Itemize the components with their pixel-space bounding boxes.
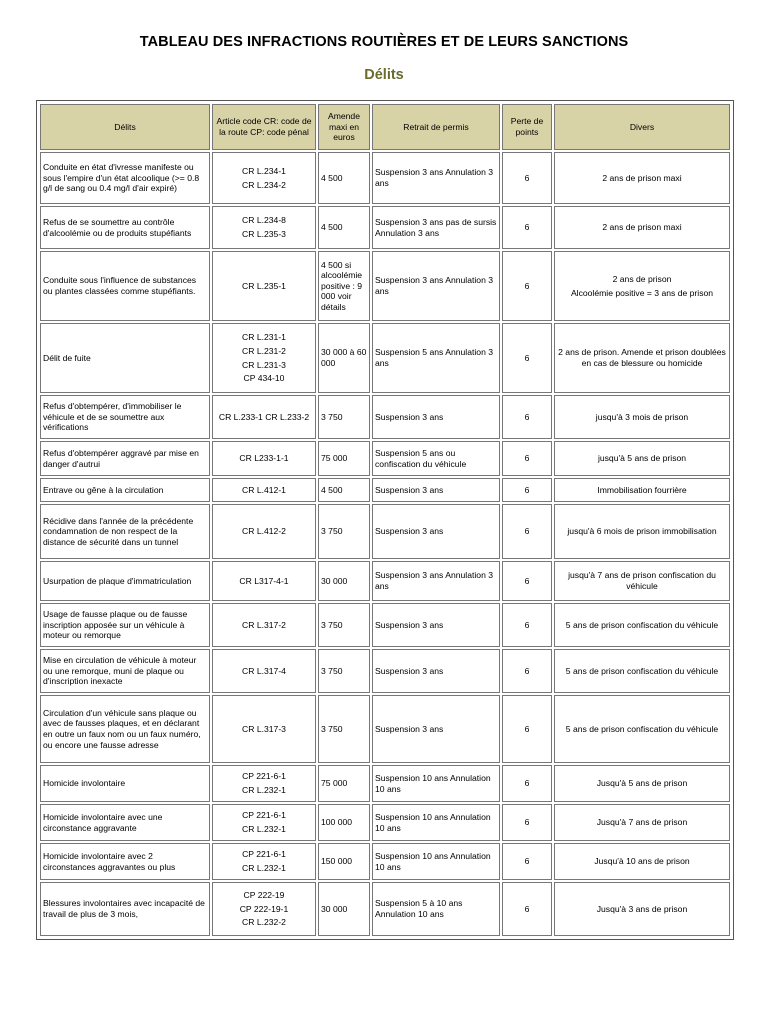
cell-delit: Refus d'obtempérer, d'immobiliser le véhicule et de se soumettre aux vérifications [40, 395, 210, 439]
cell-points: 6 [502, 206, 552, 249]
article-ref: CP 222-19-1 [239, 903, 289, 914]
cell-divers [554, 603, 730, 647]
cell-divers [554, 695, 730, 763]
cell-points: 6 [502, 765, 552, 802]
cell-amende: 3 750 [318, 649, 370, 693]
cell-points: 6 [502, 251, 552, 321]
cell-divers [554, 478, 730, 502]
article-ref: CR L.234-1 [242, 165, 286, 176]
article-ref: CR L.232-1 [242, 863, 286, 873]
cell-divers [554, 804, 730, 841]
cell-points: 6 [502, 882, 552, 936]
divers-line: Jusqu'à 7 ans de prison [596, 817, 688, 828]
cell-delit: Refus d'obtempérer aggravé par mise en danger d'autrui [40, 441, 210, 476]
cell-article [212, 765, 316, 802]
table-header-row [40, 104, 730, 150]
cell-retrait: Suspension 10 ans Annulation 10 ans [372, 804, 500, 841]
cell-delit: Usurpation de plaque d'immatriculation [40, 561, 210, 601]
cell-article [212, 251, 316, 321]
table-row [40, 804, 730, 841]
cell-article [212, 441, 316, 476]
article-ref: CR L.232-1 [242, 785, 286, 795]
table-row [40, 561, 730, 601]
cell-amende: 75 000 [318, 765, 370, 802]
cell-amende: 3 750 [318, 695, 370, 763]
cell-delit: Mise en circulation de véhicule à moteur ou une remorque, muni de plaque ou d'inscription inexacte [40, 649, 210, 693]
cell-amende: 30 000 [318, 561, 370, 601]
cell-amende: 3 750 [318, 395, 370, 439]
table-row [40, 882, 730, 936]
cell-delit: Homicide involontaire avec 2 circonstances aggravantes ou plus [40, 843, 210, 880]
cell-divers [554, 882, 730, 936]
cell-amende: 3 750 [318, 504, 370, 559]
cell-amende: 30 000 [318, 882, 370, 936]
article-ref: CR L317-4-1 [239, 575, 289, 586]
cell-points: 6 [502, 395, 552, 439]
divers-line: Jusqu'à 5 ans de prison [596, 778, 688, 789]
cell-article [212, 152, 316, 204]
article-ref: CR L233-1-1 [239, 453, 289, 464]
table-row [40, 603, 730, 647]
cell-delit: Conduite sous l'influence de substances ou plantes classées comme stupéfiants. [40, 251, 210, 321]
cell-amende: 150 000 [318, 843, 370, 880]
cell-amende: 4 500 [318, 478, 370, 502]
cell-retrait: Suspension 3 ans [372, 478, 500, 502]
table-body [40, 152, 730, 936]
cell-points: 6 [502, 561, 552, 601]
header-article: Article code CR: code de la route CP: code pénal [212, 104, 316, 150]
cell-delit: Circulation d'un véhicule sans plaque ou avec de fausses plaques, et en déclarant en outre un faux nom ou un faux numéro, ou encore une fausse adresse [40, 695, 210, 763]
cell-delit: Homicide involontaire avec une circonstance aggravante [40, 804, 210, 841]
cell-points: 6 [502, 478, 552, 502]
cell-retrait: Suspension 5 à 10 ans Annulation 10 ans [372, 882, 500, 936]
table-row [40, 478, 730, 502]
cell-amende: 4 500 [318, 152, 370, 204]
table-row [40, 649, 730, 693]
header-delits: Délits [40, 104, 210, 150]
divers-line: Jusqu'à 10 ans de prison [594, 856, 690, 867]
cell-article [212, 323, 316, 393]
section-subtitle: Délits [364, 67, 404, 83]
divers-line: 5 ans de prison confiscation du véhicule [565, 665, 719, 676]
cell-retrait: Suspension 3 ans pas de sursis Annulation 3 ans [372, 206, 500, 249]
divers-line: jusqu'à 5 ans de prison [597, 453, 687, 464]
article-ref: CP 221-6-1 [242, 849, 286, 860]
cell-divers [554, 206, 730, 249]
cell-points: 6 [502, 649, 552, 693]
divers-line: 2 ans de prison maxi [602, 222, 682, 233]
table-row [40, 323, 730, 393]
cell-divers [554, 323, 730, 393]
cell-retrait: Suspension 3 ans [372, 649, 500, 693]
cell-divers [554, 843, 730, 880]
divers-line: Alcoolémie positive = 3 ans de prison [570, 287, 714, 298]
cell-retrait: Suspension 3 ans [372, 504, 500, 559]
cell-points: 6 [502, 695, 552, 763]
cell-retrait: Suspension 3 ans Annulation 3 ans [372, 251, 500, 321]
cell-points: 6 [502, 804, 552, 841]
divers-line: Immobilisation fourrière [597, 484, 687, 495]
cell-points: 6 [502, 843, 552, 880]
cell-amende: 100 000 [318, 804, 370, 841]
article-ref: CR L.412-2 [242, 526, 286, 537]
divers-line: jusqu'à 6 mois de prison immobilisation [567, 526, 717, 537]
divers-line: 2 ans de prison. Amende et prison doublées en cas de blessure ou homicide [558, 347, 726, 368]
cell-points: 6 [502, 441, 552, 476]
header-retrait: Retrait de permis [372, 104, 500, 150]
article-ref: CR L.232-1 [242, 824, 286, 834]
table-row [40, 504, 730, 559]
cell-article [212, 695, 316, 763]
divers-line: 2 ans de prison [612, 273, 672, 284]
header-points: Perte de points [502, 104, 552, 150]
cell-divers [554, 441, 730, 476]
article-ref: CP 221-6-1 [242, 810, 286, 821]
cell-divers [554, 561, 730, 601]
article-ref: CR L.231-3 [242, 359, 286, 370]
article-ref: CR L.317-2 [242, 619, 286, 630]
article-ref: CR L.317-3 [242, 723, 286, 734]
cell-retrait: Suspension 3 ans Annulation 3 ans [372, 561, 500, 601]
infractions-table-frame [36, 100, 734, 940]
cell-amende: 4 500 [318, 206, 370, 249]
table-row [40, 765, 730, 802]
cell-points: 6 [502, 504, 552, 559]
cell-retrait: Suspension 3 ans [372, 695, 500, 763]
cell-article [212, 804, 316, 841]
article-ref: CR L.233-1 CR L.233-2 [218, 411, 310, 422]
cell-retrait: Suspension 5 ans ou confiscation du véhicule [372, 441, 500, 476]
cell-amende: 3 750 [318, 603, 370, 647]
cell-article [212, 649, 316, 693]
cell-delit: Délit de fuite [40, 323, 210, 393]
table-row [40, 251, 730, 321]
infractions-table [38, 102, 732, 938]
cell-delit: Entrave ou gêne à la circulation [40, 478, 210, 502]
article-ref: CR L.231-2 [242, 345, 286, 356]
table-row [40, 395, 730, 439]
article-ref: CR L.232-2 [242, 917, 286, 928]
cell-divers [554, 649, 730, 693]
cell-delit: Blessures involontaires avec incapacité de travail de plus de 3 mois, [40, 882, 210, 936]
divers-line: 5 ans de prison confiscation du véhicule [565, 723, 719, 734]
header-amende: Amende maxi en euros [318, 104, 370, 150]
table-row [40, 843, 730, 880]
article-ref: CR L.235-3 [242, 229, 286, 239]
cell-divers [554, 765, 730, 802]
article-ref: CR L.235-1 [242, 280, 286, 291]
header-divers: Divers [554, 104, 730, 150]
cell-amende: 30 000 à 60 000 [318, 323, 370, 393]
divers-line: Jusqu'à 3 ans de prison [596, 903, 688, 914]
table-row [40, 441, 730, 476]
cell-points: 6 [502, 323, 552, 393]
cell-delit: Homicide involontaire [40, 765, 210, 802]
cell-points: 6 [502, 603, 552, 647]
cell-article [212, 603, 316, 647]
cell-retrait: Suspension 5 ans Annulation 3 ans [372, 323, 500, 393]
cell-delit: Conduite en état d'ivresse manifeste ou sous l'empire d'un état alcoolique (>= 0.8 g/l de sang ou 0.4 mg/l d'air expiré) [40, 152, 210, 204]
cell-divers [554, 152, 730, 204]
article-ref: CP 221-6-1 [242, 771, 286, 782]
article-ref: CR L.412-1 [242, 484, 286, 495]
cell-delit: Refus de se soumettre au contrôle d'alcoolémie ou de produits stupéfiants [40, 206, 210, 249]
divers-line: 5 ans de prison confiscation du véhicule [565, 619, 719, 630]
table-row [40, 206, 730, 249]
cell-amende: 4 500 si alcoolémie positive : 9 000 voir détails [318, 251, 370, 321]
cell-points: 6 [502, 152, 552, 204]
cell-retrait: Suspension 10 ans Annulation 10 ans [372, 765, 500, 802]
divers-line: 2 ans de prison maxi [602, 172, 682, 183]
cell-article [212, 206, 316, 249]
table-row [40, 152, 730, 204]
divers-line: jusqu'à 3 mois de prison [595, 411, 689, 422]
cell-retrait: Suspension 3 ans [372, 603, 500, 647]
cell-delit: Usage de fausse plaque ou de fausse inscription apposée sur un véhicule à moteur ou remorque [40, 603, 210, 647]
cell-retrait: Suspension 3 ans [372, 395, 500, 439]
cell-delit: Récidive dans l'année de la précédente condamnation de non respect de la distance de sécurité dans un tunnel [40, 504, 210, 559]
divers-line: jusqu'à 7 ans de prison confiscation du véhicule [568, 570, 716, 591]
article-ref: CR L.317-4 [242, 665, 286, 676]
article-ref: CR L.231-1 [242, 332, 286, 343]
cell-article [212, 504, 316, 559]
cell-retrait: Suspension 3 ans Annulation 3 ans [372, 152, 500, 204]
cell-article [212, 882, 316, 936]
article-ref: CR L.234-8 [242, 215, 286, 226]
cell-amende: 75 000 [318, 441, 370, 476]
article-ref: CR L.234-2 [242, 179, 286, 190]
article-ref: CP 222-19 [243, 890, 285, 901]
table-row [40, 695, 730, 763]
cell-divers [554, 504, 730, 559]
cell-retrait: Suspension 10 ans Annulation 10 ans [372, 843, 500, 880]
page-title: TABLEAU DES INFRACTIONS ROUTIÈRES ET DE LEURS SANCTIONS [139, 34, 629, 50]
article-ref: CP 434-10 [243, 373, 285, 384]
cell-article [212, 843, 316, 880]
cell-divers [554, 395, 730, 439]
cell-article [212, 561, 316, 601]
cell-article [212, 395, 316, 439]
cell-divers [554, 251, 730, 321]
cell-article [212, 478, 316, 502]
